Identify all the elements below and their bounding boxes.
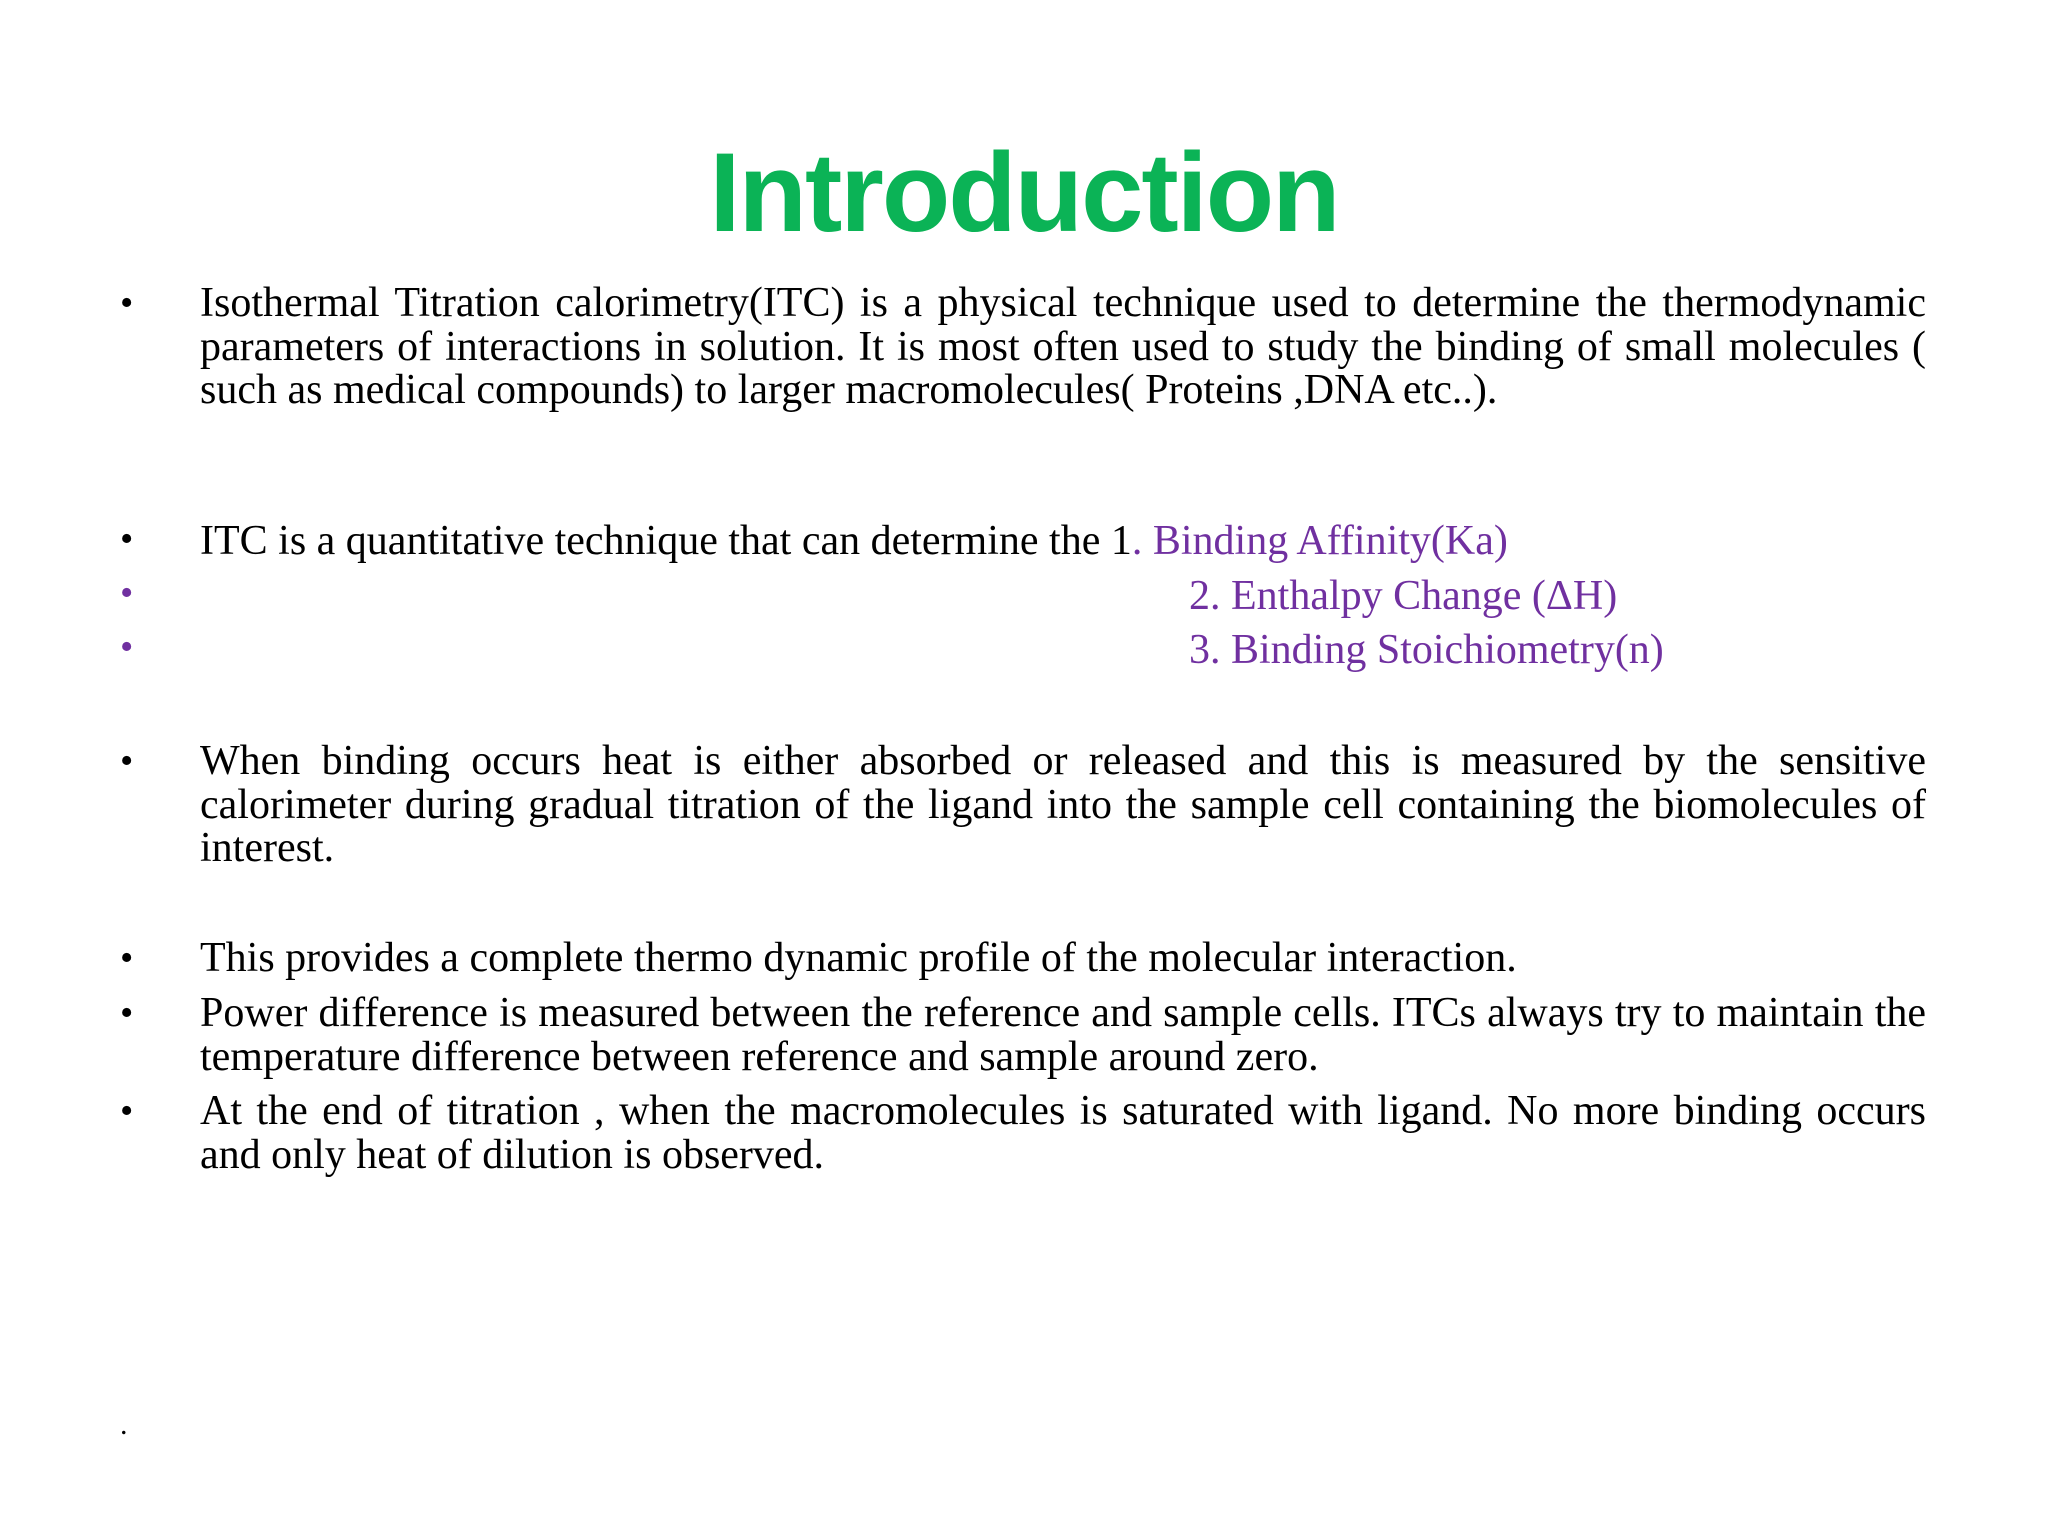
slide-title: Introduction [709,130,1339,255]
bullet-icon: • [120,518,134,560]
paragraph-power-difference: Power difference is measured between the reference and sample cells. ITCs always try to maintain the temperature difference between reference and sample around zero. [200,990,1926,1080]
parameter-binding-affinity: . Binding Affinity(Ka) [1131,518,1508,564]
bullet-icon: • [120,937,134,979]
parameter-number: 2 [1189,573,1210,619]
parameter-number: 3 [1189,627,1210,673]
paragraph-end-of-titration: At the end of titration , when the macromolecules is saturated with ligand. No more binding occurs and only heat of dilution is observed. [200,1088,1926,1178]
bullet-icon: • [120,992,134,1034]
parameter-binding-stoichiometry [1189,623,1664,677]
paragraph-itc-definition: Isothermal Titration calorimetry(ITC) is a physical technique used to determine the thermodynamic parameters of interactions in solution. It is most often used to study the binding of small molecules ( such as medical compounds) to larger macromolecules( Proteins ,DNA etc..). [200,280,1926,413]
bullet-icon: • [120,572,134,614]
footer-mark: . [120,1408,128,1441]
paragraph-itc-quantitative-text: ITC is a quantitative technique that can determine the 1 [200,518,1132,564]
paragraph-itc-quantitative [200,514,1508,568]
parameter-label: . Enthalpy Change (ΔH) [1210,573,1618,619]
paragraph-thermo-profile: This provides a complete thermo dynamic profile of the molecular interaction. [200,935,1517,981]
bullet-icon: • [120,740,134,782]
bullet-icon: • [120,1090,134,1132]
paragraph-binding-heat: When binding occurs heat is either absorbed or released and this is measured by the sensitive calorimeter during gradual titration of the ligand into the sample cell containing the biomolecules of interest. [200,738,1926,871]
bullet-icon: • [120,282,134,324]
bullet-icon: • [120,626,134,668]
parameter-enthalpy-change [1189,569,1617,623]
parameter-label: . Binding Stoichiometry(n) [1210,627,1664,673]
